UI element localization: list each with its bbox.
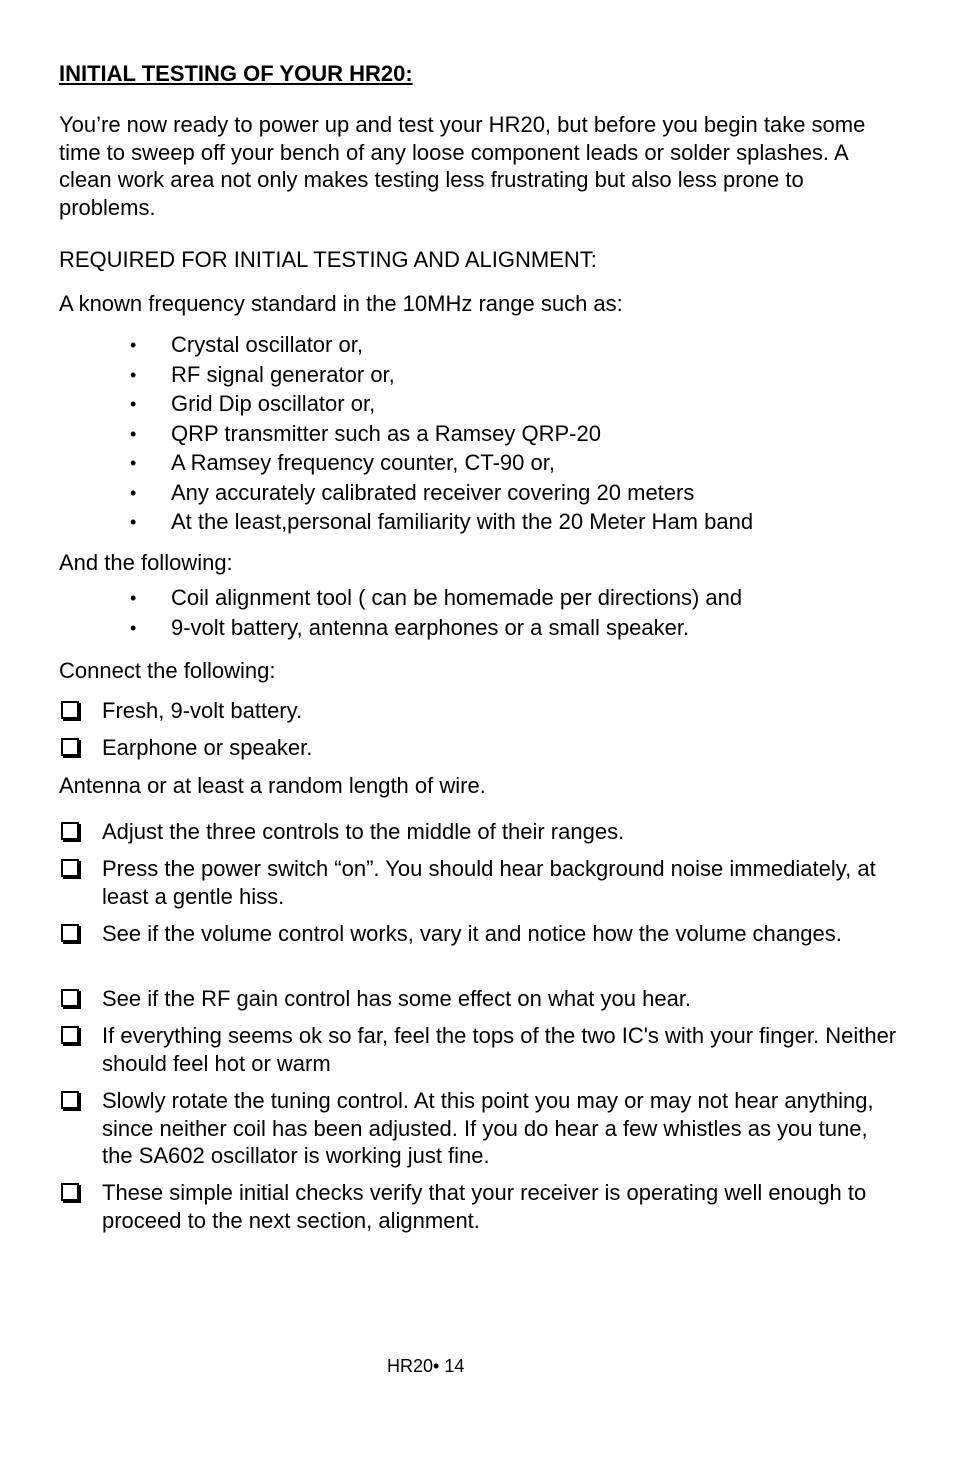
checkbox-icon[interactable] (61, 1091, 79, 1109)
frequency-intro: A known frequency standard in the 10MHz range such as: (59, 291, 623, 316)
bullet-icon: • (130, 588, 137, 608)
checkbox-icon[interactable] (61, 822, 79, 840)
connect-intro: Connect the following: (59, 658, 276, 683)
checkbox-icon[interactable] (61, 701, 79, 719)
antenna-line: Antenna or at least a random length of wire. (59, 773, 486, 798)
checkbox-icon[interactable] (61, 989, 79, 1007)
bullet-icon: • (130, 453, 137, 473)
checkbox-icon[interactable] (61, 738, 79, 756)
bullet-icon: • (130, 335, 137, 355)
checkbox-icon[interactable] (61, 1183, 79, 1201)
intro-paragraph: You’re now ready to power up and test your HR20, but before you begin take some time to sweep off your bench of any loose component leads or solder splashes. A clean work area not only makes testing less frustrating but also less prone to problems. (59, 112, 866, 220)
bullet-icon: • (130, 512, 137, 532)
checkbox-icon[interactable] (61, 859, 79, 877)
bullet-icon: • (130, 364, 137, 385)
required-title: REQUIRED FOR INITIAL TESTING AND ALIGNMENT: (59, 247, 597, 272)
page-footer: HR20• 14 (387, 1356, 465, 1376)
following-intro: And the following: (59, 550, 233, 575)
bullet-icon: • (130, 394, 137, 414)
checkbox-icon[interactable] (61, 924, 79, 942)
bullet-icon: • (130, 423, 137, 444)
checkbox-icon[interactable] (61, 1026, 79, 1044)
page-heading: INITIAL TESTING OF YOUR HR20: (59, 61, 413, 86)
bullet-icon: • (130, 617, 137, 638)
bullet-icon: • (130, 482, 137, 503)
